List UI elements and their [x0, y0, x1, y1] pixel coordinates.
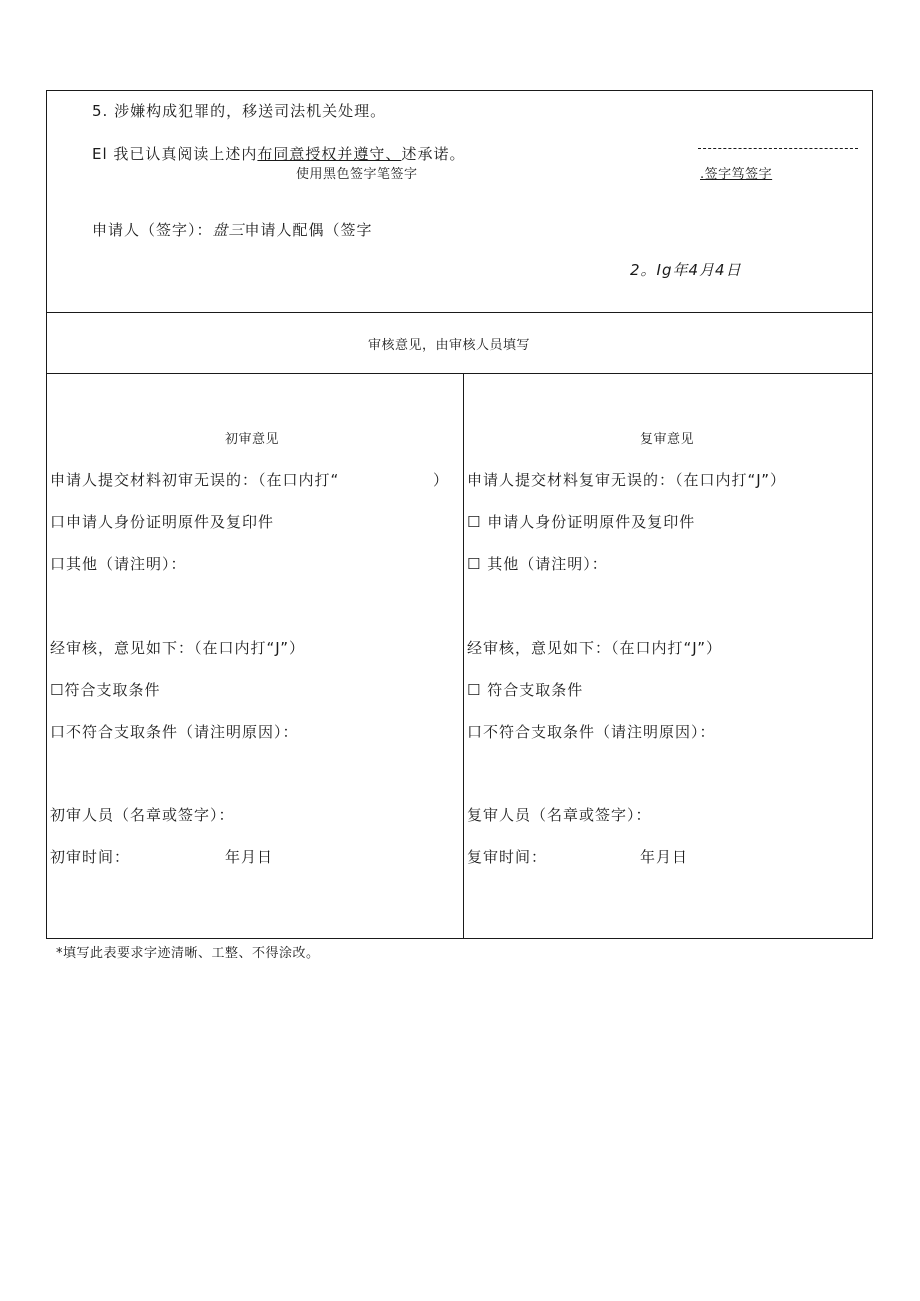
second-item-id-docs[interactable]: ☐ 申请人身份证明原件及复印件 — [467, 513, 696, 531]
initial-opinion-line: 经审核，意见如下：（在口内打“J”） — [50, 639, 306, 657]
applicant-signature-label: 申请人（签字）： — [92, 221, 213, 239]
declaration-text — [92, 143, 465, 164]
spouse-signature-label: 申请人配偶（签字 — [244, 221, 373, 239]
second-item-other[interactable]: ☐ 其他（请注明）： — [467, 555, 608, 573]
second-item-not-meets[interactable]: 口不符合支取条件（请注明原因）： — [467, 723, 716, 741]
review-header-text: 审核意见，由审核人员填写 — [368, 338, 531, 353]
applicant-sign-note: 使用黑色签字笔签字 — [296, 167, 418, 182]
second-materials-line: 申请人提交材料复审无误的：（在口内打“J”） — [467, 471, 787, 489]
initial-date-label: 年月日 — [225, 848, 274, 866]
spouse-sign-note: .签字笃签字 — [700, 167, 773, 182]
initial-materials-line — [50, 469, 450, 490]
initial-review-title: 初审意见 — [225, 432, 280, 447]
second-reviewer-label: 复审人员（名章或签字）： — [467, 806, 652, 824]
initial-item-not-meets[interactable]: 口不符合支取条件（请注明原因）： — [50, 723, 299, 741]
initial-materials-close: ） — [433, 471, 450, 489]
second-date-label: 年月日 — [640, 848, 689, 866]
second-review-title: 复审意见 — [640, 432, 695, 447]
second-time-label: 复审时间： — [467, 848, 548, 866]
declaration-suffix: 述承诺。 — [401, 145, 466, 163]
initial-reviewer-label: 初审人员（名章或签字）： — [50, 806, 235, 824]
declaration-underlined: 布同意授权并遵守、 — [257, 145, 402, 163]
declaration-box — [46, 90, 873, 313]
clause-5-text: 5. 涉嫌构成犯罪的，移送司法机关处理。 — [92, 102, 387, 120]
declaration-prefix: El 我已认真阅读上述内 — [92, 145, 258, 163]
initial-materials-text: 申请人提交材料初审无误的：（在口内打“ — [50, 471, 340, 489]
signature-dash-line — [698, 148, 858, 149]
initial-item-other[interactable]: 口其他（请注明）： — [50, 555, 187, 573]
initial-item-meets[interactable]: ☐符合支取条件 — [50, 681, 161, 699]
applicant-signature-line — [92, 219, 373, 240]
declaration-date: 2。Ig年4月4日 — [630, 261, 742, 279]
applicant-signature-name: 盘三 — [212, 221, 245, 239]
second-item-meets[interactable]: ☐ 符合支取条件 — [467, 681, 584, 699]
footnote: *填写此表要求字迹清晰、工整、不得涂改。 — [56, 946, 320, 961]
second-opinion-line: 经审核，意见如下：（在口内打“J”） — [467, 639, 723, 657]
initial-time-label: 初审时间： — [50, 848, 131, 866]
initial-item-id-docs[interactable]: 口申请人身份证明原件及复印件 — [50, 513, 275, 531]
